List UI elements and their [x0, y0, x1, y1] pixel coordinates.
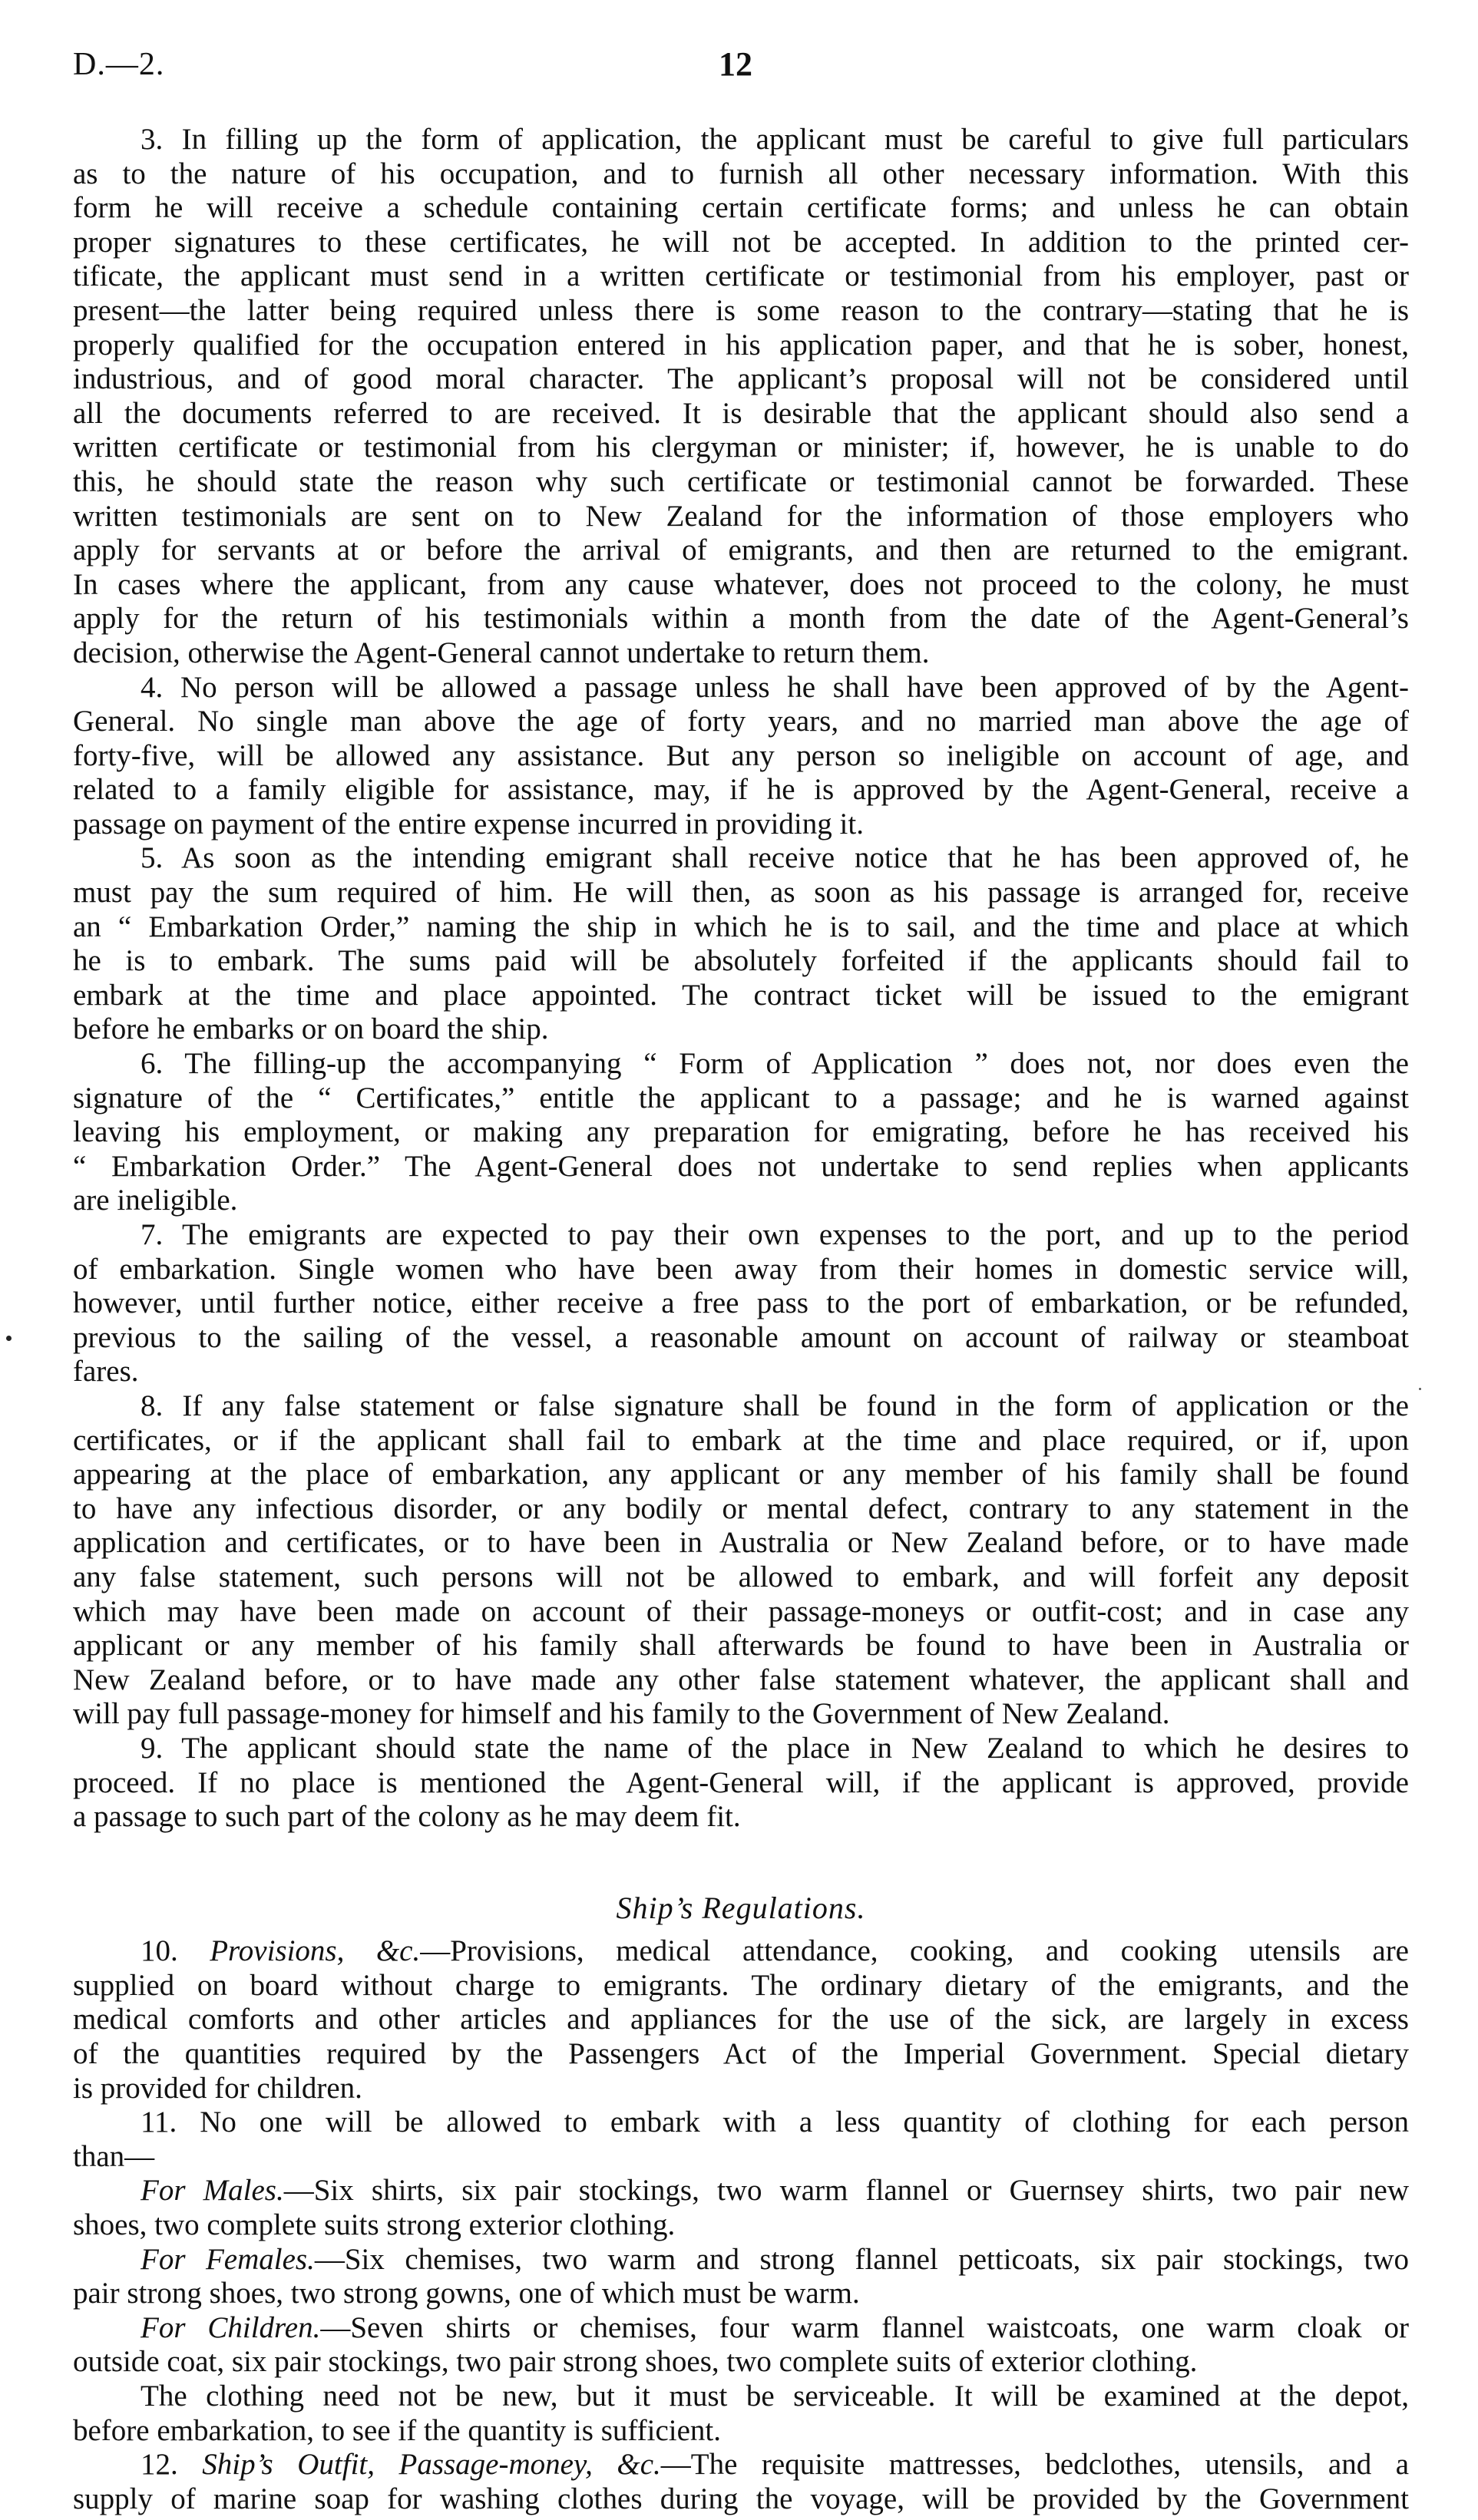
line-text: related to a family eligible for assistance, may, if he is approved by the Agent-General, receive a — [73, 773, 1409, 807]
line-text — [73, 2140, 1409, 2175]
line-text: tificate, the applicant must send in a written certificate or testimonial from his employer, past or — [73, 259, 1409, 293]
line-text: 4. No person will be allowed a passage unless he shall have been approved of by the Agent- — [141, 670, 1409, 704]
paragraph-p3 — [73, 123, 1409, 671]
text-run: —The requisite mattresses, bedclothes, utensils, and a — [660, 2448, 1410, 2482]
text-line — [73, 123, 1409, 157]
paragraph-p4 — [73, 671, 1409, 842]
text-run: pair strong shoes, two strong gowns, one of which must be warm. — [73, 2277, 860, 2310]
line-text — [73, 2072, 1409, 2106]
text-line — [73, 1150, 1409, 1184]
line-text — [73, 1969, 1409, 2003]
line-text: properly qualified for the occupation entered in his application paper, and that he is sober, honest, — [73, 328, 1409, 362]
text-line — [73, 294, 1409, 329]
text-line — [73, 1732, 1409, 1766]
text-line — [73, 944, 1409, 979]
text-run: 12. — [141, 2448, 203, 2482]
line-text: an “ Embarkation Order,” naming the ship in which he is to sail, and the time and place at which — [73, 910, 1409, 943]
text-run: 11. No one will be allowed to embark with a less quantity of clothing for each person — [141, 2106, 1409, 2139]
text-line — [73, 2037, 1409, 2072]
text-line — [73, 1492, 1409, 1527]
text-line — [73, 1934, 1409, 1969]
paragraph-p5 — [73, 841, 1409, 1047]
line-text: however, until further notice, either receive a free pass to the port of embarkation, or be refunded, — [73, 1286, 1409, 1320]
text-line — [73, 568, 1409, 603]
text-line — [73, 2072, 1409, 2106]
text-line — [73, 1697, 1409, 1732]
text-line — [73, 2003, 1409, 2037]
line-text: certificates, or if the applicant shall fail to embark at the time and place required, or if, upon — [73, 1423, 1409, 1457]
italic-run-in-heading: For Males. — [141, 2174, 284, 2208]
line-text: General. No single man above the age of forty years, and no married man above the age of — [73, 705, 1409, 738]
text-line — [73, 157, 1409, 192]
text-line — [73, 329, 1409, 363]
text-line — [73, 2414, 1409, 2449]
line-text: apply for servants at or before the arrival of emigrants, and then are returned to the emigrant. — [73, 533, 1409, 567]
text-line — [73, 2448, 1409, 2482]
text-line — [73, 841, 1409, 876]
paragraph-p6 — [73, 1047, 1409, 1218]
margin-speck-mark — [1419, 1388, 1421, 1390]
line-text — [141, 2243, 1409, 2277]
text-line — [73, 259, 1409, 294]
line-text — [141, 1934, 1409, 1969]
text-line — [73, 1458, 1409, 1492]
text-line — [73, 1766, 1409, 1801]
line-text: applicant or any member of his family shall afterwards be found to have been in Australia or — [73, 1629, 1409, 1663]
line-text: “ Embarkation Order.” The Agent-General does not undertake to send replies when applicants — [73, 1149, 1409, 1183]
text-line — [73, 1253, 1409, 1287]
text-run: outside coat, six pair stockings, two pair strong shoes, two complete suits of exterior clothing. — [73, 2345, 1198, 2379]
line-text — [73, 2037, 1409, 2072]
text-line — [73, 1595, 1409, 1630]
line-text: previous to the sailing of the vessel, a reasonable amount on account of railway or steamboat — [73, 1320, 1409, 1354]
line-text: apply for the return of his testimonials within a month from the date of the Agent-General’s — [73, 602, 1409, 636]
text-line — [73, 1561, 1409, 1595]
text-run: before embarkation, to see if the quantity is sufficient. — [73, 2413, 722, 2447]
line-text — [73, 2277, 1409, 2311]
text-run: 10. — [141, 1934, 210, 1968]
paragraph-p10 — [73, 1934, 1409, 2106]
line-text: present—the latter being required unless there is some reason to the contrary—stating that he is — [73, 293, 1409, 327]
text-run: The clothing need not be new, but it must be serviceable. It will be examined at the depot, — [141, 2380, 1409, 2413]
text-line — [73, 397, 1409, 431]
text-run: —Seven shirts or chemises, four warm flannel waistcoats, one warm cloak or — [320, 2310, 1409, 2344]
line-text: of embarkation. Single women who have been away from their homes in domestic service will, — [73, 1252, 1409, 1286]
text-line — [73, 705, 1409, 739]
text-line — [73, 1047, 1409, 1082]
line-text: any false statement, such persons will not be allowed to embark, and will forfeit any deposit — [73, 1560, 1409, 1594]
text-line — [73, 2380, 1409, 2414]
section-heading-ships-regulations: Ship’s Regulations. — [616, 1890, 866, 1925]
line-text: as to the nature of his occupation, and to furnish all other necessary information. With this — [73, 157, 1409, 190]
text-line — [73, 876, 1409, 910]
text-run: of the quantities required by the Passengers Act of the Imperial Government. Special dietary — [73, 2037, 1409, 2071]
text-line — [73, 1321, 1409, 1356]
paragraph-p8 — [73, 1389, 1409, 1732]
line-text: decision, otherwise the Agent-General cannot undertake to return them. — [73, 636, 930, 669]
text-line — [73, 1355, 1409, 1389]
line-text — [141, 2106, 1409, 2140]
line-text: which may have been made on account of their passage-moneys or outfit-cost; and in case any — [73, 1594, 1409, 1628]
text-line — [73, 1218, 1409, 1253]
paragraph-p11 — [73, 2106, 1409, 2174]
text-line — [73, 1184, 1409, 1218]
line-text: embark at the time and place appointed. The contract ticket will be issued to the emigrant — [73, 978, 1409, 1012]
paragraph-p11-note — [73, 2380, 1409, 2448]
line-text: will pay full passage-money for himself and his family to the Government of New Zealand. — [73, 1697, 1170, 1731]
line-text — [73, 2414, 1409, 2449]
text-line — [73, 191, 1409, 226]
text-line — [73, 808, 1409, 842]
line-text — [141, 2448, 1409, 2482]
italic-run-in-heading: Provisions, &c. — [210, 1934, 421, 1968]
line-text — [141, 2380, 1409, 2414]
text-run: shoes, two complete suits strong exterior clothing. — [73, 2208, 676, 2242]
document-body — [73, 123, 1409, 2516]
line-text: 9. The applicant should state the name of the place in New Zealand to which he desires to — [141, 1731, 1409, 1765]
paragraph-p9 — [73, 1732, 1409, 1835]
text-line — [73, 2174, 1409, 2208]
line-text: 8. If any false statement or false signature shall be found in the form of application or the — [141, 1389, 1409, 1422]
italic-run-in-heading: Ship’s Outfit, Passage-money, &c. — [202, 2448, 661, 2482]
text-line — [73, 739, 1409, 774]
paragraph-p11-females — [73, 2243, 1409, 2311]
document-reference: D.—2. — [73, 47, 165, 82]
text-line — [73, 2140, 1409, 2175]
text-line — [73, 1082, 1409, 1116]
line-text — [141, 2311, 1409, 2346]
line-text: signature of the “ Certificates,” entitle the applicant to a passage; and he is warned against — [73, 1081, 1409, 1115]
text-line — [73, 431, 1409, 465]
text-line — [73, 1800, 1409, 1835]
italic-run-in-heading: For Females. — [141, 2242, 315, 2276]
text-line — [73, 1663, 1409, 1698]
text-line — [73, 2208, 1409, 2243]
text-line — [73, 2243, 1409, 2277]
paragraph-p12 — [73, 2448, 1409, 2516]
ships-regulations-paragraphs — [73, 1934, 1409, 2516]
line-text: to have any infectious disorder, or any bodily or mental defect, contrary to any statement in the — [73, 1491, 1409, 1525]
margin-dot-mark — [6, 1336, 12, 1341]
text-line — [73, 773, 1409, 808]
text-line — [73, 533, 1409, 568]
page-header — [0, 0, 1478, 100]
text-run: —Six chemises, two warm and strong flannel petticoats, six pair stockings, two — [314, 2242, 1410, 2276]
line-text — [73, 2482, 1409, 2517]
text-line — [73, 2106, 1409, 2140]
line-text: all the documents referred to are received. It is desirable that the applicant should also send a — [73, 396, 1409, 430]
text-run: is provided for children. — [73, 2071, 362, 2105]
text-line — [73, 979, 1409, 1013]
text-run: supply of marine soap for washing clothes during the voyage, will be provided by the Government — [73, 2482, 1409, 2515]
line-text: leaving his employment, or making any preparation for emigrating, before he has received his — [73, 1115, 1409, 1149]
line-text — [141, 2174, 1409, 2208]
line-text: fares. — [73, 1355, 139, 1389]
line-text: this, he should state the reason why such certificate or testimonial cannot be forwarded. These — [73, 464, 1409, 498]
italic-run-in-heading: For Children. — [141, 2310, 321, 2344]
text-run: —Six shirts, six pair stockings, two warm flannel or Guernsey shirts, two pair new — [283, 2174, 1410, 2208]
line-text: are ineligible. — [73, 1184, 238, 1217]
line-text: In cases where the applicant, from any cause whatever, does not proceed to the colony, he must — [73, 567, 1409, 601]
text-line — [73, 1286, 1409, 1321]
text-run: than— — [73, 2139, 155, 2173]
line-text: application and certificates, or to have been in Australia or New Zealand before, or to have made — [73, 1526, 1409, 1560]
text-line — [73, 636, 1409, 671]
text-line — [73, 362, 1409, 397]
line-text: form he will receive a schedule containing certain certificate forms; and unless he can obtain — [73, 191, 1409, 225]
text-line — [73, 910, 1409, 945]
text-run: supplied on board without charge to emigrants. The ordinary dietary of the emigrants, and the — [73, 1968, 1409, 2002]
text-run: medical comforts and other articles and appliances for the use of the sick, are largely in excess — [73, 2003, 1409, 2036]
text-line — [73, 1115, 1409, 1150]
line-text: must pay the sum required of him. He will then, as soon as his passage is arranged for, receive — [73, 876, 1409, 910]
page-number: 12 — [719, 45, 752, 83]
paragraph-p11-children — [73, 2311, 1409, 2380]
text-line — [73, 1629, 1409, 1663]
line-text — [73, 2208, 1409, 2243]
paragraph-p7 — [73, 1218, 1409, 1389]
text-line — [73, 2277, 1409, 2311]
line-text: 7. The emigrants are expected to pay their own expenses to the port, and up to the period — [141, 1218, 1409, 1251]
text-line — [73, 2482, 1409, 2517]
text-line — [73, 465, 1409, 500]
line-text: he is to embark. The sums paid will be absolutely forfeited if the applicants should fail to — [73, 944, 1409, 978]
line-text: a passage to such part of the colony as he may deem fit. — [73, 1800, 741, 1834]
text-run: —Provisions, medical attendance, cooking, and cooking utensils are — [420, 1934, 1409, 1968]
text-line — [73, 1389, 1409, 1424]
text-line — [73, 2311, 1409, 2346]
text-line — [73, 1012, 1409, 1047]
line-text: written certificate or testimonial from his clergyman or minister; if, however, he is unable to do — [73, 431, 1409, 464]
line-text: 3. In filling up the form of application, the applicant must be careful to give full particulars — [141, 123, 1409, 156]
line-text: industrious, and of good moral character. The applicant’s proposal will not be considered until — [73, 362, 1409, 396]
text-line — [73, 671, 1409, 705]
line-text: proceed. If no place is mentioned the Agent-General will, if the applicant is approved, provide — [73, 1765, 1409, 1799]
text-line — [73, 1969, 1409, 2003]
line-text: before he embarks or on board the ship. — [73, 1012, 549, 1046]
text-line — [73, 1526, 1409, 1561]
regulations-paragraphs — [73, 123, 1409, 1835]
line-text: appearing at the place of embarkation, any applicant or any member of his family shall be found — [73, 1458, 1409, 1491]
line-text — [73, 2345, 1409, 2380]
text-line — [73, 602, 1409, 636]
text-line — [73, 226, 1409, 260]
line-text: 5. As soon as the intending emigrant shall receive notice that he has been approved of, he — [141, 841, 1409, 875]
line-text: 6. The filling-up the accompanying “ Form of Application ” does not, nor does even the — [141, 1047, 1409, 1081]
line-text: New Zealand before, or to have made any other false statement whatever, the applicant shall and — [73, 1663, 1409, 1696]
text-line — [73, 500, 1409, 534]
line-text — [73, 2003, 1409, 2037]
line-text: proper signatures to these certificates, he will not be accepted. In addition to the printed cer- — [73, 225, 1409, 259]
text-line — [73, 2345, 1409, 2380]
paragraph-p11-males — [73, 2174, 1409, 2242]
line-text: written testimonials are sent on to New Zealand for the information of those employers who — [73, 499, 1409, 533]
text-line — [73, 1424, 1409, 1458]
line-text: passage on payment of the entire expense incurred in providing it. — [73, 807, 864, 841]
line-text: forty-five, will be allowed any assistance. But any person so ineligible on account of age, and — [73, 738, 1409, 772]
